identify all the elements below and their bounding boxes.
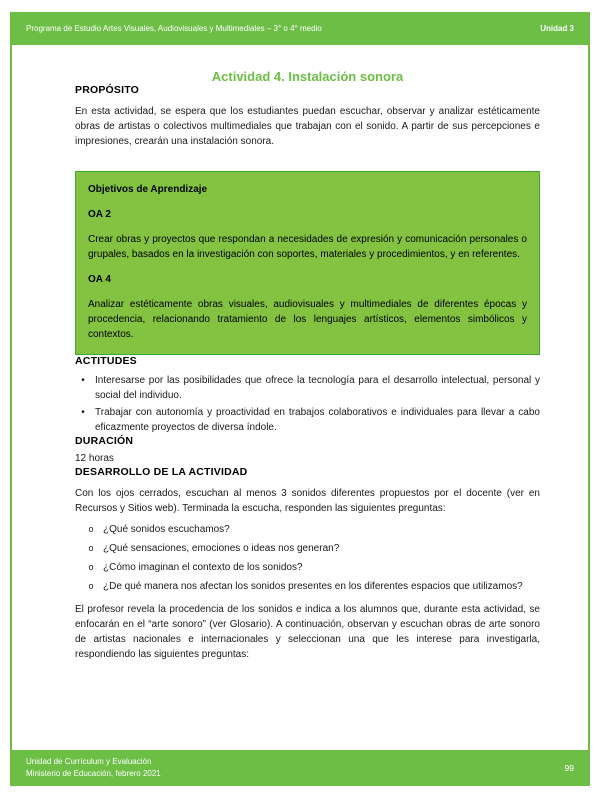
page-header-bar xyxy=(10,12,590,45)
activity-title: Actividad 4. Instalación sonora xyxy=(211,69,404,84)
header-program-title: Programa de Estudio Artes Visuales, Audiovisuales y Multimediales – 3° o 4° medio xyxy=(26,24,322,33)
question-text: ¿Qué sonidos escuchamos? xyxy=(103,524,230,535)
objetivos-aprendizaje-box xyxy=(75,171,540,355)
list-item xyxy=(79,405,540,435)
header-unit-label: Unidad 3 xyxy=(540,24,574,33)
duracion-value: 12 horas xyxy=(75,453,114,464)
proposito-body: En esta actividad, se espera que los estudiantes puedan escuchar, observar y analizar estéticamente obras de artistas o colectivos multimediales que trabajan con el sonido. A partir de sus percepciones e impresiones, crearán una instalación sonora. xyxy=(75,106,540,147)
list-item xyxy=(87,579,540,594)
page-footer-bar xyxy=(10,750,590,786)
circle-bullet-icon: o xyxy=(88,524,94,534)
desarrollo-heading: DESARROLLO DE LA ACTIVIDAD xyxy=(75,466,248,478)
desarrollo-paragraph-1: Con los ojos cerrados, escuchan al menos 3 sonidos diferentes propuestos por el docente (ver en Recursos y Sitios web). Terminada la escucha, responden las siguientes preguntas: xyxy=(75,488,540,514)
question-text: ¿Qué sensaciones, emociones o ideas nos generan? xyxy=(103,543,340,554)
footer-line-2: Ministerio de Educación, febrero 2021 xyxy=(26,769,161,778)
oa4-text: Analizar estéticamente obras visuales, audiovisuales y multimediales de diferentes épocas y procedencia, relacionando tratamiento de los lenguajes artísticos, elementos simbólicos y contextos. xyxy=(88,299,527,340)
proposito-heading: PROPÓSITO xyxy=(75,84,140,96)
circle-bullet-icon: o xyxy=(88,543,94,553)
page-number: 99 xyxy=(564,763,574,773)
list-item xyxy=(79,373,540,403)
list-item xyxy=(87,522,540,537)
questions-list xyxy=(75,522,540,594)
actitudes-heading: ACTITUDES xyxy=(75,355,137,367)
actitud-text: Interesarse por las posibilidades que ofrece la tecnología para el desarrollo intelectual, personal y social del individuo. xyxy=(95,375,540,401)
oa2-text: Crear obras y proyectos que respondan a necesidades de expresión y comunicación personales o grupales, basados en la investigación con soportes, materiales y procedimientos, y en referentes. xyxy=(88,234,527,260)
actitud-text: Trabajar con autonomía y proactividad en trabajos colaborativos e individuales para llevar a cabo eficazmente proyectos de diversa índole. xyxy=(95,407,540,433)
circle-bullet-icon: o xyxy=(88,581,94,591)
oa2-code: OA 2 xyxy=(88,209,111,220)
desarrollo-paragraph-2: El profesor revela la procedencia de los sonidos e indica a los alumnos que, durante esta actividad, se enfocarán en el “arte sonoro” (ver Glosario). A continuación, observan y escuchan obras de arte sonoro de artistas nacionales e internacionales y seleccionan una que les interese para investigarla, respondiendo las siguientes preguntas: xyxy=(75,604,540,660)
circle-bullet-icon: o xyxy=(88,562,94,572)
list-item xyxy=(87,541,540,556)
footer-credits xyxy=(26,756,161,780)
actitudes-list xyxy=(75,373,540,435)
bullet-icon: • xyxy=(81,375,85,386)
page-content xyxy=(75,45,540,662)
question-text: ¿De qué manera nos afectan los sonidos presentes en los diferentes espacios que utilizamos? xyxy=(103,581,523,592)
duracion-heading: DURACIÓN xyxy=(75,435,134,447)
list-item xyxy=(87,560,540,575)
oa-box-heading: Objetivos de Aprendizaje xyxy=(88,184,208,195)
bullet-icon: • xyxy=(81,407,85,418)
question-text: ¿Cómo imaginan el contexto de los sonidos? xyxy=(103,562,303,573)
footer-line-1: Unidad de Currículum y Evaluación xyxy=(26,757,152,766)
oa4-code: OA 4 xyxy=(88,274,111,285)
